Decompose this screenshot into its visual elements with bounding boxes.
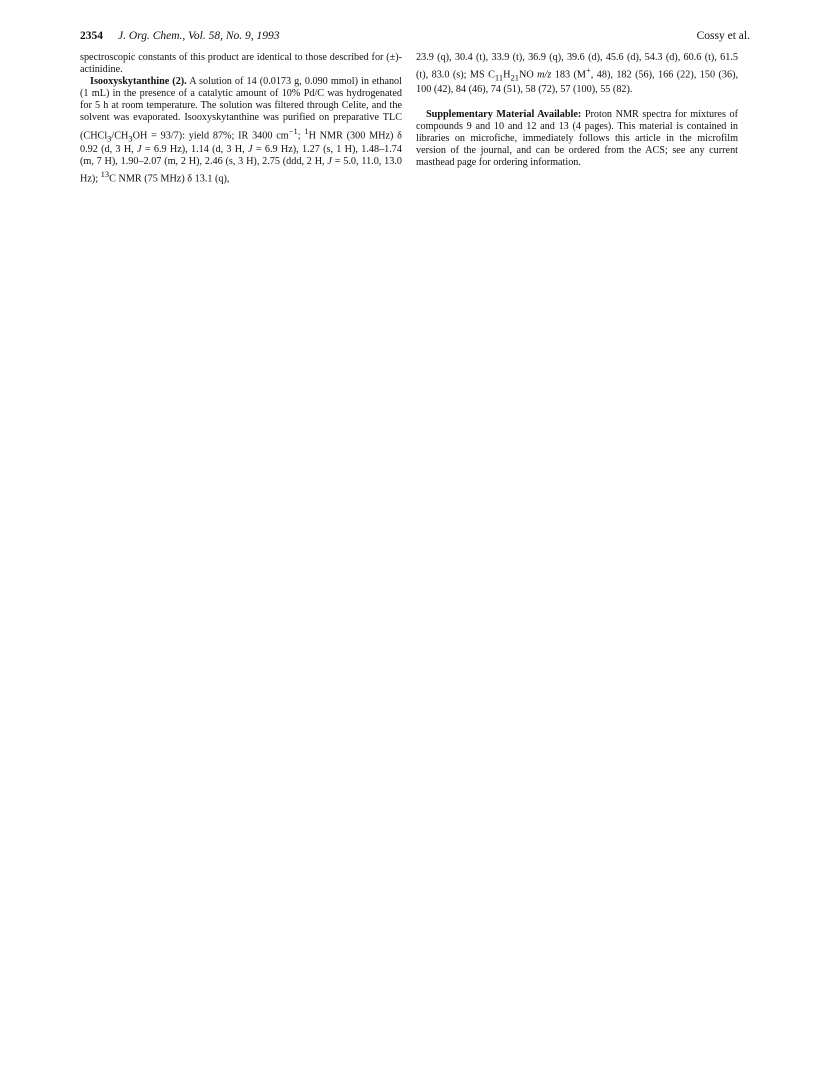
page-number: 2354 — [80, 30, 103, 42]
text-run: OH = 93/7): yield 87%; IR 3400 cm — [132, 129, 289, 141]
right-column — [416, 52, 738, 169]
subscript: 21 — [510, 72, 519, 83]
text-run: Proton NMR spectra for mixtures of compounds 9 and 10 and 12 and 13 (4 pages). This material is contained in libraries on microfiche, immediately follows this article in the microfilm version of the journal, and can be ordered from the ACS; see any current masthead page for ordering information. — [416, 108, 738, 169]
journal-citation: J. Org. Chem., Vol. 58, No. 9, 1993 — [118, 30, 280, 42]
subscript: 3 — [107, 132, 112, 143]
text-run: C NMR (75 MHz) δ 13.1 (q), — [109, 173, 230, 185]
text-run: 183 (M — [551, 69, 586, 81]
left-column — [80, 52, 402, 186]
superscript: 13 — [100, 169, 110, 180]
coupling-symbol: J — [137, 144, 142, 156]
superscript: + — [585, 65, 591, 76]
supplementary-heading: Supplementary Material Available: — [426, 108, 582, 120]
text-run: H — [503, 69, 511, 81]
superscript: 1 — [304, 125, 309, 136]
running-authors: Cossy et al. — [696, 30, 750, 42]
supplementary-material — [416, 109, 738, 169]
subscript: 11 — [494, 72, 504, 83]
text-run: H NMR (300 MHz) δ 0.92 (d, 3 H, — [80, 129, 402, 156]
paragraph-isooxyskytanthine — [80, 76, 402, 186]
coupling-symbol: J — [248, 144, 253, 156]
running-header — [80, 30, 750, 46]
text-run: spectroscopic constants of this product are identical to those described for (±)-actinidine. — [80, 52, 402, 76]
subscript: 3 — [128, 132, 133, 143]
paragraph-actinidine-end — [80, 52, 402, 76]
coupling-symbol: J — [327, 156, 332, 168]
text-run: /CH — [111, 129, 129, 141]
superscript: −1 — [288, 125, 298, 136]
text-run: 23.9 (q), 30.4 (t), 33.9 (t), 36.9 (q), 39.6 (d), 45.6 (d), 54.3 (d), 60.6 (t), 61.5 (t), 83.0 (s); MS C — [416, 52, 738, 81]
mass-to-charge: m/z — [537, 69, 552, 81]
text-run: , 48), 182 (56), 166 (22), 150 (36), 100 (42), 84 (46), 74 (51), 58 (72), 57 (100), 55 (82). — [416, 69, 739, 95]
text-run: = 5.0, 11.0, 13.0 Hz); — [80, 156, 402, 185]
compound-heading: Isooxyskytanthine (2). — [90, 76, 187, 88]
paragraph-nmr-ms-data — [416, 52, 738, 96]
text-run: ; — [297, 129, 305, 141]
text-run: A solution of 14 (0.0173 g, 0.090 mmol) in ethanol (1 mL) in the presence of a catalytic amount of 10% Pd/C was hydrogenated for 5 h at room temperature. The solution was filtered through Celite, and the solvent was evaporated. Isooxyskytanthine was purified on preparative TLC (CHCl — [80, 76, 402, 141]
text-run: = 6.9 Hz), 1.14 (d, 3 H, — [141, 144, 248, 156]
text-run: NO — [518, 69, 538, 81]
text-run: = 6.9 Hz), 1.27 (s, 1 H), 1.48–1.74 (m, 7 H), 1.90–2.07 (m, 2 H), 2.46 (s, 3 H), 2.75 (ddd, 2 H, — [80, 144, 402, 168]
